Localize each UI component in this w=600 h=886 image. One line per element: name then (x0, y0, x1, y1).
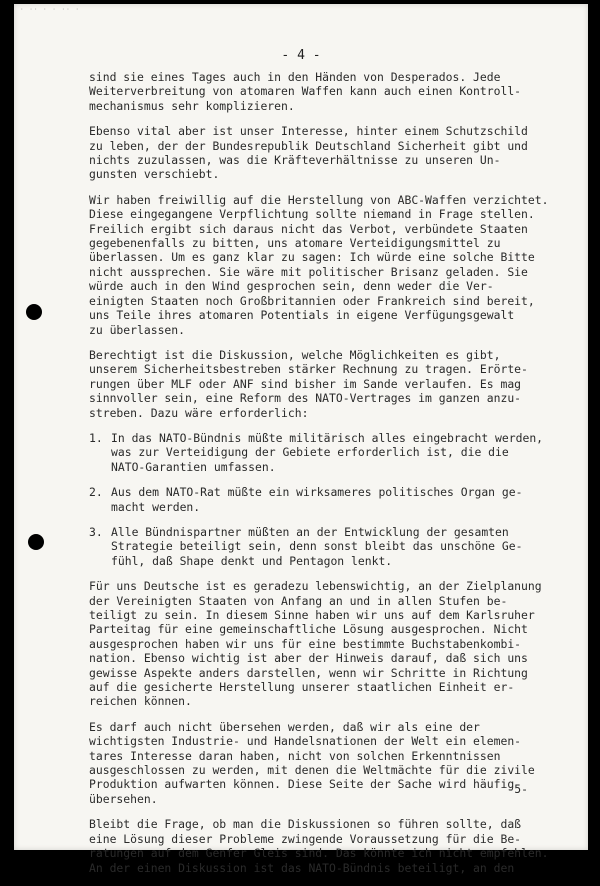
text-line: Bleibt die Frage, ob man die Diskussionen so führen sollte, daß (89, 817, 522, 832)
text-line: uns Teile ihres atomaren Potentials in eigene Verfügungsgewalt (89, 308, 515, 323)
paragraph (89, 579, 559, 709)
text-line: Wir haben freiwillig auf die Herstellung von ABC-Waffen verzichtet. (89, 192, 549, 207)
body-text (89, 70, 559, 886)
text-line: unserem Sicherheitsbestreben stärker Rechnung zu tragen. Erörte- (89, 362, 528, 377)
text-line: Ebenso vital aber ist unser Interesse, hinter einem Schutzschild (89, 124, 528, 139)
text-line: übersehen. (89, 791, 158, 806)
paragraph (89, 193, 559, 337)
text-line: rungen über MLF oder ANF sind bisher im Sande verlaufen. Es mag (89, 376, 522, 391)
paragraph (89, 720, 559, 806)
punch-hole (28, 534, 44, 550)
text-line: ratungen auf dem Genfer Gleis sind. Das könnte ich nicht empfehlen. (89, 846, 549, 861)
text-line: fühl, daß Shape denkt und Pentagon lenkt. (111, 553, 393, 568)
text-line: Freilich ergibt sich daraus nicht das Verbot, verbündete Staaten (89, 221, 528, 236)
text-line: Alle Bündnispartner müßten an der Entwicklung der gesamten (111, 524, 509, 539)
list-item-number: 2. (89, 485, 103, 500)
text-line: reichen können. (89, 694, 192, 709)
list-item-text (111, 525, 522, 568)
text-line: überlassen. Um es ganz klar zu sagen: Ich würde eine solche Bitte (89, 250, 535, 265)
page-number: - 4 - (281, 48, 321, 63)
text-line: An der einen Diskussion ist das NATO-Bündnis beteiligt, an den (89, 860, 515, 875)
paragraph (89, 817, 559, 875)
text-line: Es darf auch nicht übersehen werden, daß wir als eine der (89, 719, 480, 734)
text-line: Aus dem NATO-Rat müßte ein wirksameres politisches Organ ge- (111, 485, 523, 500)
document-page (14, 4, 588, 875)
text-line: zu leben, der der Bundesrepublik Deutschland Sicherheit gibt und (89, 138, 528, 153)
text-line: macht werden. (111, 499, 201, 514)
list-item (89, 525, 559, 568)
text-line: Weiterverbreitung von atomaren Waffen kann auch einen Kontroll- (89, 84, 522, 99)
text-line: gegebenenfalls zu bitten, uns atomare Verteidigungsmittel zu (89, 236, 501, 251)
text-line: Für uns Deutsche ist es geradezu lebenswichtig, an der Zielplanung (89, 579, 542, 594)
text-line: nicht aussprechen. Sie wäre mit politischer Brisanz geladen. Sie (89, 264, 528, 279)
text-line: einigten Staaten noch Großbritannien oder Frankreich sind bereit, (89, 293, 535, 308)
text-line: Berechtigt ist die Diskussion, welche Möglichkeiten es gibt, (89, 347, 501, 362)
text-line: mechanismus sehr komplizieren. (89, 98, 295, 113)
list-item-text (111, 485, 522, 514)
text-line: sind sie eines Tages auch in den Händen von Desperados. Jede (89, 70, 501, 84)
paragraph (89, 70, 559, 113)
text-line: Parteitag für eine gemeinschaftliche Lösung ausgesprochen. Nicht (89, 622, 528, 637)
text-line: was zur Verteidigung der Gebiete erforderlich ist, die die (111, 445, 509, 460)
text-line: Diese eingegangene Verpflichtung sollte niemand in Frage stellen. (89, 207, 535, 222)
text-line: ausgesprochen haben wir uns für eine bestimmte Buchstabenkombi- (89, 636, 522, 651)
text-line: der Vereinigten Staaten von Anfang an und in allen Stufen be- (89, 593, 508, 608)
text-line: streben. Dazu wäre erforderlich: (89, 405, 309, 420)
scan-speckle: · ·· · · ·· · (20, 6, 80, 13)
text-line: teiligt zu sein. In diesem Sinne haben wir uns auf dem Karlsruher (89, 608, 535, 622)
list-item-text (111, 431, 543, 474)
text-line: Produktion aufwarten können. Diese Seite der Sache wird häufig (89, 777, 515, 792)
text-line: wichtigsten Industrie- und Handelsnationen der Welt ein elemen- (89, 734, 522, 749)
paragraphs-before-list (89, 70, 559, 420)
paragraph (89, 124, 559, 182)
text-line: Strategie beteiligt sein, denn sonst bleibt das unschöne Ge- (111, 539, 523, 554)
paragraphs-after-list (89, 579, 559, 875)
list-item-number: 3. (89, 524, 103, 539)
text-line: nichts zuzulassen, was die Kräfteverhältnisse zu unseren Un- (89, 153, 501, 168)
text-line: würde auch in den Wind gesprochen sein, denn weder die Ver- (89, 279, 494, 294)
continuation-marker: -5- (507, 782, 528, 796)
paragraph (89, 348, 559, 420)
text-line: gunsten verschiebt. (89, 167, 220, 182)
text-line: zu überlassen. (89, 322, 186, 337)
list-item (89, 431, 559, 474)
list-item (89, 485, 559, 514)
punch-hole (26, 304, 42, 320)
text-line: NATO-Garantien umfassen. (111, 459, 276, 474)
list-item-number: 1. (89, 430, 103, 445)
text-line: tares Interesse daran haben, nicht von solchen Erkenntnissen (89, 748, 501, 763)
text-line: ausgeschlossen zu werden, mit denen die Weltmächte für die zivile (89, 763, 535, 778)
text-line: gewisse Aspekte anders darstellen, wenn wir Schritte in Richtung (89, 665, 528, 680)
text-line: eine Lösung dieser Probleme zwingende Voraussetzung für die Be- (89, 831, 522, 846)
numbered-list (89, 431, 559, 568)
text-line: nation. Ebenso wichtig ist aber der Hinweis darauf, daß sich uns (89, 651, 528, 666)
text-line: In das NATO-Bündnis müßte militärisch alles eingebracht werden, (111, 430, 544, 445)
text-line: auf die gesicherte Herstellung unserer staatlichen Einheit er- (89, 680, 515, 695)
text-line: sinnvoller sein, eine Reform des NATO-Vertrages im ganzen anzu- (89, 391, 522, 406)
